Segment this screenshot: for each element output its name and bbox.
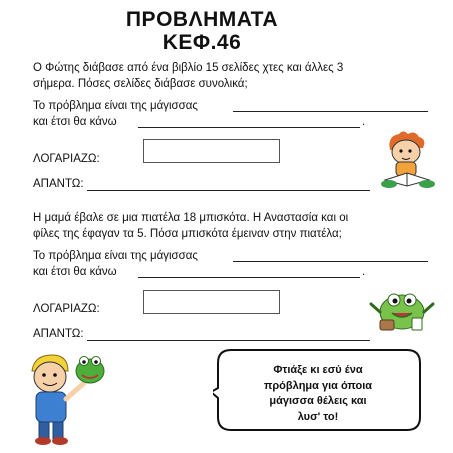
problem2-do-end: . xyxy=(362,266,366,278)
bubble-line-2: πρόβλημα για όποια xyxy=(263,379,373,392)
problem2-text-line1: Η μαμά έβαλε σε μια πιατέλα 18 μπισκότα. Η Αναστασία και οι xyxy=(33,212,349,224)
problem1-do-end: . xyxy=(362,116,366,128)
green-monster-icon xyxy=(368,286,436,334)
problem2-answer-label: ΑΠΑΝΤΩ: xyxy=(33,328,84,340)
puppet-boy-icon xyxy=(22,349,112,447)
problem1-answer-blank[interactable] xyxy=(87,190,370,191)
problem1-answer-label: ΑΠΑΝΤΩ: xyxy=(33,178,84,190)
problem2-do-label: και έτσι θα κάνω xyxy=(33,266,117,278)
problem1-calc-label: ΛΟΓΑΡΙΑΖΩ: xyxy=(33,153,100,165)
reading-child-icon xyxy=(377,128,439,190)
bubble-line-3: μάγισσα θέλεις και xyxy=(269,395,367,407)
problem2-answer-blank[interactable] xyxy=(87,340,370,341)
problem1-do-blank[interactable] xyxy=(138,127,360,128)
title-line-1: ΠΡΟΒΛΗΜΑΤΑ xyxy=(125,8,279,31)
bubble-line-4: λυσ' το! xyxy=(297,410,339,423)
problem2-witch-blank[interactable] xyxy=(233,261,428,262)
problem2-witch-label: Το πρόβλημα είναι της μάγισσας xyxy=(33,250,198,262)
page-title xyxy=(112,8,292,54)
problem2-text-line2: φίλες της έφαγαν τα 5. Πόσα μπισκότα έμειναν στην πιατέλα; xyxy=(33,228,342,240)
problem2-calc-label: ΛΟΓΑΡΙΑΖΩ: xyxy=(33,303,100,315)
problem1-calc-box[interactable] xyxy=(143,139,280,163)
speech-bubble-text xyxy=(233,363,403,425)
title-line-2: ΚΕΦ.46 xyxy=(162,31,242,54)
problem2-do-blank[interactable] xyxy=(138,277,360,278)
problem2-calc-box[interactable] xyxy=(143,290,280,314)
problem1-text-line2: σήμερα. Πόσες σελίδες διάβασε συνολικά; xyxy=(33,78,248,90)
problem1-do-label: και έτσι θα κάνω xyxy=(33,116,117,128)
problem1-witch-label: Το πρόβλημα είναι της μάγισσας xyxy=(33,100,198,112)
problem1-text-line1: Ο Φώτης διάβασε από ένα βιβλίο 15 σελίδες χτες και άλλες 3 xyxy=(33,62,344,74)
bubble-line-1: Φτιάξε κι εσύ ένα xyxy=(273,364,363,376)
problem1-witch-blank[interactable] xyxy=(233,111,428,112)
